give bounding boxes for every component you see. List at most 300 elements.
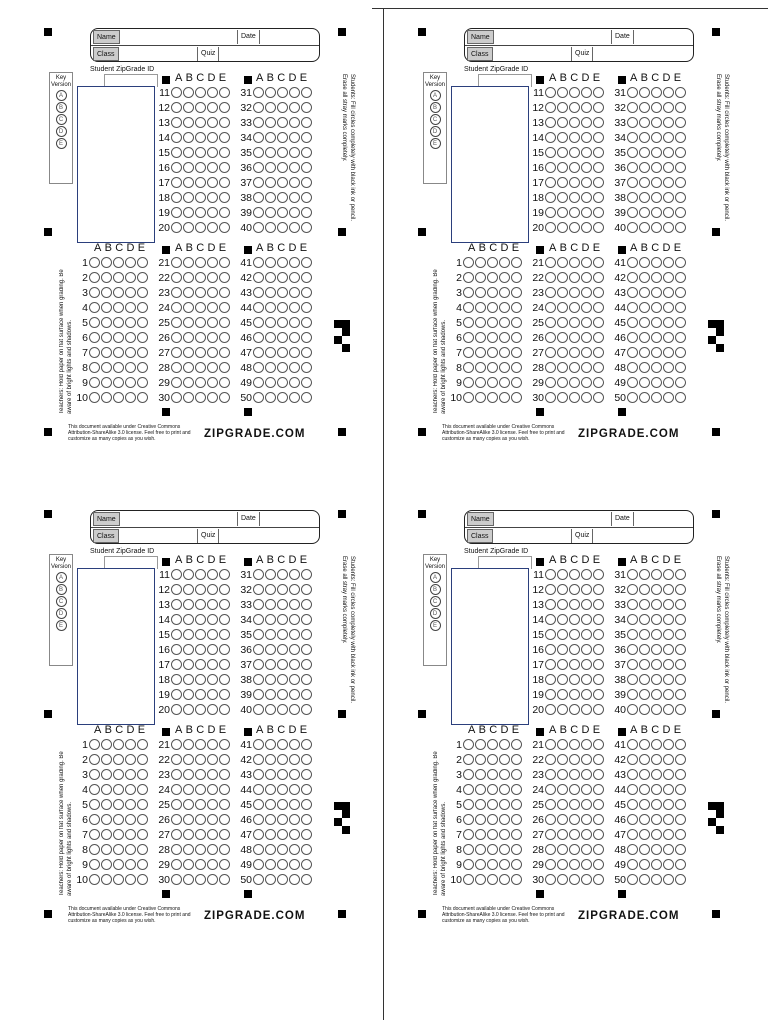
answer-bubble-a[interactable]	[463, 362, 474, 373]
answer-bubble-c[interactable]	[277, 377, 288, 388]
answer-bubble-d[interactable]	[125, 874, 136, 885]
answer-bubble-a[interactable]	[171, 689, 182, 700]
answer-bubble-d[interactable]	[207, 784, 218, 795]
answer-bubble-d[interactable]	[207, 814, 218, 825]
answer-bubble-e[interactable]	[219, 117, 230, 128]
answer-bubble-b[interactable]	[101, 784, 112, 795]
answer-bubble-a[interactable]	[463, 754, 474, 765]
answer-bubble-c[interactable]	[569, 222, 580, 233]
answer-bubble-a[interactable]	[171, 614, 182, 625]
answer-bubble-c[interactable]	[113, 257, 124, 268]
answer-bubble-a[interactable]	[89, 377, 100, 388]
answer-bubble-c[interactable]	[195, 584, 206, 595]
answer-bubble-c[interactable]	[487, 347, 498, 358]
answer-bubble-b[interactable]	[183, 257, 194, 268]
answer-bubble-b[interactable]	[557, 392, 568, 403]
answer-bubble-d[interactable]	[581, 317, 592, 328]
answer-bubble-d[interactable]	[581, 177, 592, 188]
answer-bubble-b[interactable]	[265, 704, 276, 715]
answer-bubble-c[interactable]	[569, 392, 580, 403]
answer-bubble-a[interactable]	[627, 392, 638, 403]
answer-bubble-d[interactable]	[125, 784, 136, 795]
answer-bubble-b[interactable]	[639, 332, 650, 343]
answer-bubble-e[interactable]	[219, 704, 230, 715]
answer-bubble-c[interactable]	[487, 257, 498, 268]
answer-bubble-a[interactable]	[545, 177, 556, 188]
answer-bubble-d[interactable]	[207, 272, 218, 283]
answer-bubble-a[interactable]	[253, 392, 264, 403]
answer-bubble-b[interactable]	[557, 192, 568, 203]
answer-bubble-c[interactable]	[569, 739, 580, 750]
answer-bubble-e[interactable]	[219, 332, 230, 343]
answer-bubble-b[interactable]	[183, 689, 194, 700]
answer-bubble-a[interactable]	[463, 287, 474, 298]
answer-bubble-a[interactable]	[627, 754, 638, 765]
answer-bubble-b[interactable]	[639, 207, 650, 218]
answer-bubble-a[interactable]	[463, 829, 474, 840]
answer-bubble-e[interactable]	[675, 162, 686, 173]
answer-bubble-d[interactable]	[499, 799, 510, 810]
answer-bubble-d[interactable]	[499, 302, 510, 313]
answer-bubble-c[interactable]	[113, 754, 124, 765]
key-version-bubble[interactable]: B	[56, 584, 67, 595]
answer-bubble-b[interactable]	[183, 584, 194, 595]
answer-bubble-d[interactable]	[207, 102, 218, 113]
answer-bubble-a[interactable]	[545, 769, 556, 780]
answer-bubble-d[interactable]	[663, 162, 674, 173]
answer-bubble-e[interactable]	[675, 192, 686, 203]
answer-bubble-a[interactable]	[545, 192, 556, 203]
answer-bubble-a[interactable]	[627, 704, 638, 715]
answer-bubble-a[interactable]	[545, 629, 556, 640]
key-version-bubble[interactable]: B	[56, 102, 67, 113]
answer-bubble-a[interactable]	[627, 132, 638, 143]
answer-bubble-d[interactable]	[289, 859, 300, 870]
answer-bubble-c[interactable]	[277, 257, 288, 268]
answer-bubble-e[interactable]	[301, 784, 312, 795]
answer-bubble-e[interactable]	[511, 754, 522, 765]
answer-bubble-c[interactable]	[113, 377, 124, 388]
name-field[interactable]	[489, 511, 609, 527]
answer-bubble-d[interactable]	[663, 377, 674, 388]
answer-bubble-c[interactable]	[195, 644, 206, 655]
answer-bubble-c[interactable]	[113, 829, 124, 840]
answer-bubble-d[interactable]	[663, 614, 674, 625]
answer-bubble-e[interactable]	[137, 272, 148, 283]
answer-bubble-d[interactable]	[125, 844, 136, 855]
answer-bubble-e[interactable]	[593, 859, 604, 870]
answer-bubble-b[interactable]	[183, 332, 194, 343]
answer-bubble-e[interactable]	[675, 859, 686, 870]
answer-bubble-a[interactable]	[171, 829, 182, 840]
answer-bubble-c[interactable]	[195, 674, 206, 685]
answer-bubble-c[interactable]	[569, 147, 580, 158]
answer-bubble-e[interactable]	[593, 207, 604, 218]
answer-bubble-d[interactable]	[499, 769, 510, 780]
date-field[interactable]	[263, 511, 318, 527]
answer-bubble-b[interactable]	[265, 829, 276, 840]
answer-bubble-b[interactable]	[183, 799, 194, 810]
answer-bubble-c[interactable]	[277, 629, 288, 640]
answer-bubble-e[interactable]	[593, 674, 604, 685]
answer-bubble-c[interactable]	[651, 629, 662, 640]
answer-bubble-b[interactable]	[475, 302, 486, 313]
answer-bubble-c[interactable]	[277, 117, 288, 128]
answer-bubble-b[interactable]	[639, 814, 650, 825]
answer-bubble-d[interactable]	[289, 192, 300, 203]
answer-bubble-d[interactable]	[125, 332, 136, 343]
answer-bubble-e[interactable]	[137, 814, 148, 825]
answer-bubble-d[interactable]	[289, 347, 300, 358]
answer-bubble-b[interactable]	[557, 739, 568, 750]
answer-bubble-c[interactable]	[651, 347, 662, 358]
answer-bubble-c[interactable]	[651, 584, 662, 595]
answer-bubble-b[interactable]	[557, 614, 568, 625]
answer-bubble-a[interactable]	[545, 829, 556, 840]
answer-bubble-a[interactable]	[171, 162, 182, 173]
answer-bubble-c[interactable]	[195, 222, 206, 233]
class-field[interactable]	[491, 46, 571, 62]
answer-bubble-a[interactable]	[545, 784, 556, 795]
student-id-box[interactable]	[77, 86, 155, 243]
answer-bubble-e[interactable]	[301, 569, 312, 580]
answer-bubble-c[interactable]	[113, 739, 124, 750]
answer-bubble-a[interactable]	[545, 87, 556, 98]
answer-bubble-b[interactable]	[475, 287, 486, 298]
answer-bubble-b[interactable]	[265, 799, 276, 810]
answer-bubble-d[interactable]	[207, 569, 218, 580]
key-version-bubble[interactable]: C	[56, 596, 67, 607]
answer-bubble-d[interactable]	[581, 117, 592, 128]
answer-bubble-e[interactable]	[675, 769, 686, 780]
answer-bubble-e[interactable]	[219, 644, 230, 655]
answer-bubble-d[interactable]	[289, 377, 300, 388]
answer-bubble-b[interactable]	[183, 829, 194, 840]
answer-bubble-e[interactable]	[593, 317, 604, 328]
answer-bubble-c[interactable]	[569, 569, 580, 580]
answer-bubble-c[interactable]	[277, 162, 288, 173]
answer-bubble-a[interactable]	[253, 859, 264, 870]
answer-bubble-a[interactable]	[253, 754, 264, 765]
answer-bubble-b[interactable]	[101, 844, 112, 855]
answer-bubble-e[interactable]	[675, 659, 686, 670]
answer-bubble-a[interactable]	[545, 814, 556, 825]
answer-bubble-c[interactable]	[651, 117, 662, 128]
answer-bubble-a[interactable]	[463, 332, 474, 343]
answer-bubble-d[interactable]	[207, 874, 218, 885]
answer-bubble-a[interactable]	[627, 799, 638, 810]
answer-bubble-e[interactable]	[675, 317, 686, 328]
answer-bubble-d[interactable]	[207, 704, 218, 715]
answer-bubble-d[interactable]	[499, 332, 510, 343]
answer-bubble-b[interactable]	[265, 207, 276, 218]
answer-bubble-e[interactable]	[137, 332, 148, 343]
answer-bubble-d[interactable]	[207, 207, 218, 218]
answer-bubble-d[interactable]	[581, 584, 592, 595]
answer-bubble-b[interactable]	[639, 287, 650, 298]
answer-bubble-b[interactable]	[639, 739, 650, 750]
key-version-bubble[interactable]: A	[430, 572, 441, 583]
answer-bubble-c[interactable]	[113, 769, 124, 780]
answer-bubble-d[interactable]	[289, 659, 300, 670]
answer-bubble-e[interactable]	[219, 257, 230, 268]
answer-bubble-b[interactable]	[639, 222, 650, 233]
answer-bubble-b[interactable]	[557, 347, 568, 358]
answer-bubble-b[interactable]	[265, 377, 276, 388]
answer-bubble-b[interactable]	[183, 629, 194, 640]
answer-bubble-b[interactable]	[265, 332, 276, 343]
answer-bubble-d[interactable]	[499, 874, 510, 885]
answer-bubble-a[interactable]	[171, 287, 182, 298]
answer-bubble-c[interactable]	[277, 222, 288, 233]
answer-bubble-b[interactable]	[183, 784, 194, 795]
answer-bubble-a[interactable]	[89, 317, 100, 328]
answer-bubble-d[interactable]	[499, 844, 510, 855]
answer-bubble-b[interactable]	[101, 739, 112, 750]
answer-bubble-c[interactable]	[195, 272, 206, 283]
answer-bubble-b[interactable]	[265, 132, 276, 143]
answer-bubble-a[interactable]	[545, 584, 556, 595]
answer-bubble-c[interactable]	[277, 132, 288, 143]
answer-bubble-a[interactable]	[545, 859, 556, 870]
answer-bubble-d[interactable]	[663, 287, 674, 298]
answer-bubble-d[interactable]	[289, 102, 300, 113]
answer-bubble-d[interactable]	[663, 829, 674, 840]
answer-bubble-b[interactable]	[265, 102, 276, 113]
answer-bubble-e[interactable]	[301, 117, 312, 128]
answer-bubble-d[interactable]	[581, 799, 592, 810]
answer-bubble-e[interactable]	[137, 769, 148, 780]
answer-bubble-b[interactable]	[639, 614, 650, 625]
answer-bubble-e[interactable]	[301, 689, 312, 700]
answer-bubble-d[interactable]	[125, 814, 136, 825]
answer-bubble-e[interactable]	[219, 844, 230, 855]
key-version-bubble[interactable]: D	[430, 126, 441, 137]
answer-bubble-d[interactable]	[581, 287, 592, 298]
answer-bubble-d[interactable]	[289, 614, 300, 625]
answer-bubble-d[interactable]	[207, 584, 218, 595]
answer-bubble-e[interactable]	[593, 659, 604, 670]
answer-bubble-a[interactable]	[253, 117, 264, 128]
answer-bubble-e[interactable]	[593, 192, 604, 203]
answer-bubble-e[interactable]	[511, 799, 522, 810]
answer-bubble-e[interactable]	[675, 87, 686, 98]
answer-bubble-a[interactable]	[627, 614, 638, 625]
answer-bubble-b[interactable]	[557, 317, 568, 328]
answer-bubble-e[interactable]	[301, 769, 312, 780]
answer-bubble-c[interactable]	[277, 569, 288, 580]
answer-bubble-c[interactable]	[569, 754, 580, 765]
answer-bubble-e[interactable]	[301, 317, 312, 328]
answer-bubble-a[interactable]	[545, 272, 556, 283]
answer-bubble-c[interactable]	[113, 317, 124, 328]
answer-bubble-e[interactable]	[593, 362, 604, 373]
answer-bubble-b[interactable]	[101, 287, 112, 298]
answer-bubble-d[interactable]	[289, 392, 300, 403]
answer-bubble-c[interactable]	[487, 392, 498, 403]
key-version-bubble[interactable]: C	[56, 114, 67, 125]
answer-bubble-a[interactable]	[545, 287, 556, 298]
answer-bubble-c[interactable]	[277, 599, 288, 610]
answer-bubble-e[interactable]	[675, 332, 686, 343]
answer-bubble-a[interactable]	[253, 302, 264, 313]
answer-bubble-a[interactable]	[627, 332, 638, 343]
answer-bubble-e[interactable]	[219, 87, 230, 98]
answer-bubble-a[interactable]	[627, 844, 638, 855]
answer-bubble-b[interactable]	[639, 569, 650, 580]
answer-bubble-e[interactable]	[675, 102, 686, 113]
answer-bubble-c[interactable]	[487, 317, 498, 328]
answer-bubble-a[interactable]	[171, 392, 182, 403]
answer-bubble-d[interactable]	[289, 222, 300, 233]
answer-bubble-b[interactable]	[639, 257, 650, 268]
answer-bubble-d[interactable]	[207, 117, 218, 128]
answer-bubble-e[interactable]	[301, 629, 312, 640]
answer-bubble-c[interactable]	[195, 614, 206, 625]
answer-bubble-c[interactable]	[651, 362, 662, 373]
answer-bubble-c[interactable]	[651, 754, 662, 765]
answer-bubble-b[interactable]	[557, 102, 568, 113]
answer-bubble-e[interactable]	[219, 784, 230, 795]
answer-bubble-c[interactable]	[569, 132, 580, 143]
answer-bubble-d[interactable]	[663, 147, 674, 158]
answer-bubble-e[interactable]	[137, 754, 148, 765]
answer-bubble-a[interactable]	[89, 814, 100, 825]
answer-bubble-b[interactable]	[557, 569, 568, 580]
answer-bubble-b[interactable]	[183, 392, 194, 403]
answer-bubble-c[interactable]	[277, 659, 288, 670]
answer-bubble-e[interactable]	[593, 162, 604, 173]
answer-bubble-e[interactable]	[593, 584, 604, 595]
answer-bubble-e[interactable]	[593, 147, 604, 158]
answer-bubble-b[interactable]	[557, 302, 568, 313]
answer-bubble-b[interactable]	[639, 302, 650, 313]
answer-bubble-a[interactable]	[253, 844, 264, 855]
answer-bubble-b[interactable]	[101, 799, 112, 810]
answer-bubble-d[interactable]	[499, 317, 510, 328]
answer-bubble-e[interactable]	[219, 362, 230, 373]
answer-bubble-c[interactable]	[195, 784, 206, 795]
answer-bubble-c[interactable]	[651, 147, 662, 158]
class-field[interactable]	[491, 528, 571, 544]
answer-bubble-b[interactable]	[557, 132, 568, 143]
answer-bubble-d[interactable]	[289, 132, 300, 143]
answer-bubble-b[interactable]	[475, 829, 486, 840]
answer-bubble-e[interactable]	[301, 829, 312, 840]
answer-bubble-a[interactable]	[171, 844, 182, 855]
answer-bubble-c[interactable]	[487, 814, 498, 825]
answer-bubble-a[interactable]	[627, 599, 638, 610]
answer-bubble-d[interactable]	[663, 272, 674, 283]
answer-bubble-a[interactable]	[171, 584, 182, 595]
answer-bubble-c[interactable]	[487, 739, 498, 750]
answer-bubble-d[interactable]	[125, 287, 136, 298]
answer-bubble-d[interactable]	[499, 287, 510, 298]
answer-bubble-d[interactable]	[207, 769, 218, 780]
answer-bubble-a[interactable]	[171, 569, 182, 580]
key-version-bubble[interactable]: E	[56, 138, 67, 149]
answer-bubble-d[interactable]	[289, 689, 300, 700]
answer-bubble-c[interactable]	[195, 377, 206, 388]
answer-bubble-e[interactable]	[219, 874, 230, 885]
answer-bubble-a[interactable]	[463, 257, 474, 268]
answer-bubble-c[interactable]	[487, 287, 498, 298]
answer-bubble-c[interactable]	[195, 754, 206, 765]
answer-bubble-e[interactable]	[511, 844, 522, 855]
answer-bubble-b[interactable]	[475, 784, 486, 795]
answer-bubble-e[interactable]	[593, 739, 604, 750]
answer-bubble-c[interactable]	[651, 614, 662, 625]
answer-bubble-d[interactable]	[207, 659, 218, 670]
answer-bubble-b[interactable]	[557, 629, 568, 640]
answer-bubble-a[interactable]	[171, 629, 182, 640]
answer-bubble-c[interactable]	[569, 287, 580, 298]
answer-bubble-b[interactable]	[183, 659, 194, 670]
answer-bubble-e[interactable]	[137, 257, 148, 268]
answer-bubble-a[interactable]	[171, 704, 182, 715]
answer-bubble-a[interactable]	[463, 302, 474, 313]
answer-bubble-a[interactable]	[627, 644, 638, 655]
answer-bubble-d[interactable]	[289, 874, 300, 885]
answer-bubble-b[interactable]	[183, 377, 194, 388]
answer-bubble-b[interactable]	[101, 829, 112, 840]
answer-bubble-b[interactable]	[265, 392, 276, 403]
answer-bubble-c[interactable]	[277, 814, 288, 825]
answer-bubble-c[interactable]	[195, 569, 206, 580]
answer-bubble-b[interactable]	[265, 674, 276, 685]
answer-bubble-e[interactable]	[301, 207, 312, 218]
answer-bubble-d[interactable]	[663, 392, 674, 403]
answer-bubble-c[interactable]	[569, 784, 580, 795]
answer-bubble-d[interactable]	[499, 859, 510, 870]
answer-bubble-d[interactable]	[207, 689, 218, 700]
answer-bubble-d[interactable]	[289, 704, 300, 715]
answer-bubble-b[interactable]	[183, 102, 194, 113]
answer-bubble-b[interactable]	[639, 844, 650, 855]
answer-bubble-b[interactable]	[183, 192, 194, 203]
answer-bubble-a[interactable]	[627, 192, 638, 203]
answer-bubble-a[interactable]	[627, 272, 638, 283]
answer-bubble-d[interactable]	[581, 192, 592, 203]
answer-bubble-b[interactable]	[183, 147, 194, 158]
answer-bubble-a[interactable]	[171, 117, 182, 128]
answer-bubble-b[interactable]	[475, 362, 486, 373]
answer-bubble-a[interactable]	[253, 147, 264, 158]
answer-bubble-d[interactable]	[581, 392, 592, 403]
answer-bubble-c[interactable]	[651, 377, 662, 388]
answer-bubble-c[interactable]	[487, 784, 498, 795]
key-version-bubble[interactable]: A	[56, 90, 67, 101]
answer-bubble-d[interactable]	[581, 874, 592, 885]
answer-bubble-d[interactable]	[663, 257, 674, 268]
answer-bubble-b[interactable]	[639, 704, 650, 715]
answer-bubble-c[interactable]	[569, 272, 580, 283]
answer-bubble-c[interactable]	[651, 87, 662, 98]
answer-bubble-d[interactable]	[581, 769, 592, 780]
answer-bubble-a[interactable]	[253, 287, 264, 298]
answer-bubble-e[interactable]	[137, 317, 148, 328]
answer-bubble-c[interactable]	[277, 392, 288, 403]
answer-bubble-e[interactable]	[219, 659, 230, 670]
answer-bubble-d[interactable]	[663, 689, 674, 700]
answer-bubble-e[interactable]	[301, 844, 312, 855]
answer-bubble-e[interactable]	[219, 599, 230, 610]
answer-bubble-e[interactable]	[593, 132, 604, 143]
answer-bubble-a[interactable]	[627, 257, 638, 268]
answer-bubble-d[interactable]	[499, 362, 510, 373]
answer-bubble-d[interactable]	[289, 844, 300, 855]
answer-bubble-e[interactable]	[593, 784, 604, 795]
